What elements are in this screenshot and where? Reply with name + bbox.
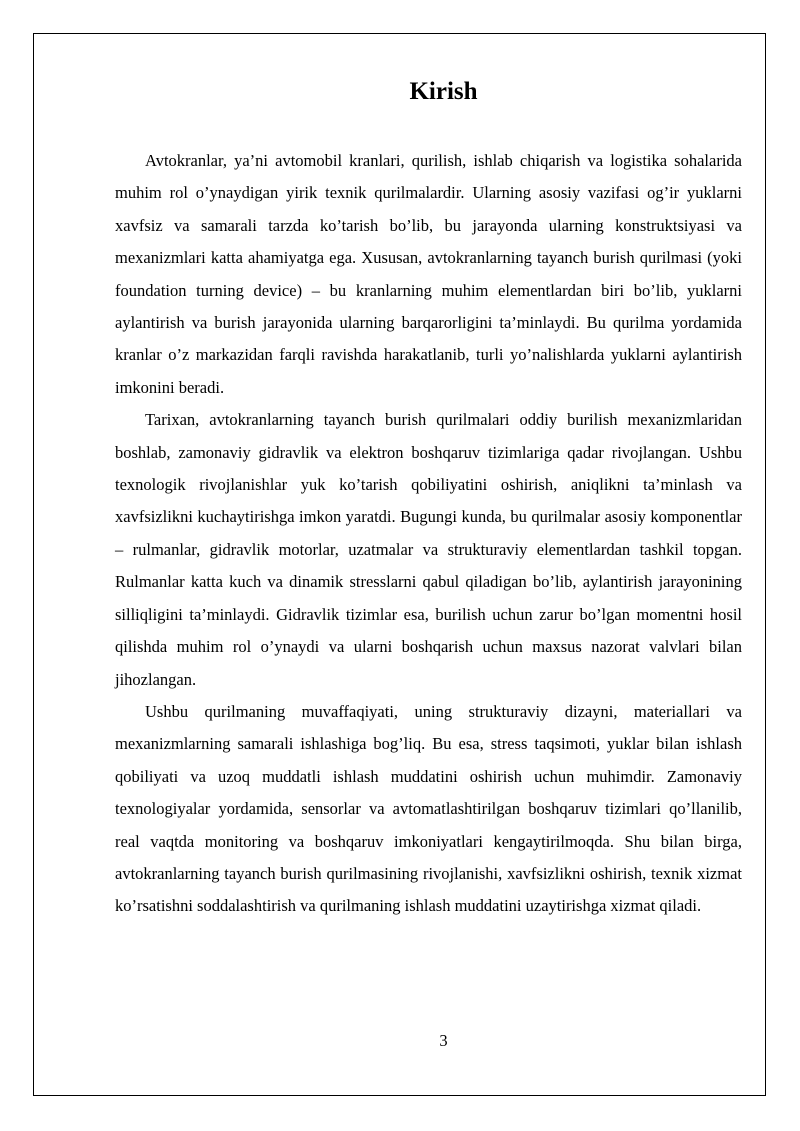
paragraph: Tarixan, avtokranlarning tayanch burish qurilmalari oddiy burilish mexanizmlaridan boshlab, zamonaviy gidravlik va elektron boshqaruv tizimlariga qadar rivojlangan. Ushbu texnologik rivojlanishlar yuk ko’tarish qobiliyatini oshirish, aniqlikni ta’minlash va xavfsizlikni kuchaytirishga imkon yaratdi. Bugungi kunda, bu qurilmalar asosiy komponentlar – rulmanlar, gidravlik motorlar, uzatmalar va strukturaviy elementlardan tashkil topgan. Rulmanlar katta kuch va dinamik stresslarni qabul qiladigan bo’lib, aylantirish jarayonining silliqligini ta’minlaydi. Gidravlik tizimlar esa, burilish uchun zarur bo’lgan momentni hosil qilishda muhim rol o’ynaydi va ularni boshqarish uchun maxsus nazorat valvlari bilan jihozlangan. bbox=[115, 410, 742, 689]
document-body bbox=[115, 145, 742, 923]
page-title: Kirish bbox=[409, 78, 478, 105]
page-number: 3 bbox=[439, 1031, 448, 1050]
paragraph: Ushbu qurilmaning muvaffaqiyati, uning strukturaviy dizayni, materiallari va mexanizmlarning samarali ishlashiga bog’liq. Bu esa, stress taqsimoti, yuklar bilan ishlash qobiliyati va uzoq muddatli ishlash muddatini oshirish uchun muhimdir. Zamonaviy texnologiyalar yordamida, sensorlar va avtomatlashtirilgan boshqaruv tizimlari qo’llanilib, real vaqtda monitoring va boshqaruv imkoniyatlari kengaytirilmoqda. Shu bilan birga, avtokranlarning tayanch burish qurilmasining rivojlanishi, xavfsizlikni oshirish, texnik xizmat ko’rsatishni soddalashtirish va qurilmaning ishlash muddatini uzaytirishga xizmat qiladi. bbox=[115, 701, 742, 916]
paragraph: Avtokranlar, ya’ni avtomobil kranlari, qurilish, ishlab chiqarish va logistika sohalarida muhim rol o’ynaydigan yirik texnik qurilmalardir. Ularning asosiy vazifasi og’ir yuklarni xavfsiz va samarali tarzda ko’tarish bo’lib, bu jarayonda ularning konstruktsiyasi va mexanizmlari katta ahamiyatga ega. Xususan, avtokranlarning tayanch burish qurilmasi (yoki foundation turning device) – bu kranlarning muhim elementlardan biri bo’lib, yuklarni aylantirish va burish jarayonida ularning barqarorligini ta’minlaydi. Bu qurilma yordamida kranlar o’z markazidan farqli ravishda harakatlanib, turli yo’nalishlarda yuklarni aylantirish imkonini beradi. bbox=[115, 151, 742, 397]
